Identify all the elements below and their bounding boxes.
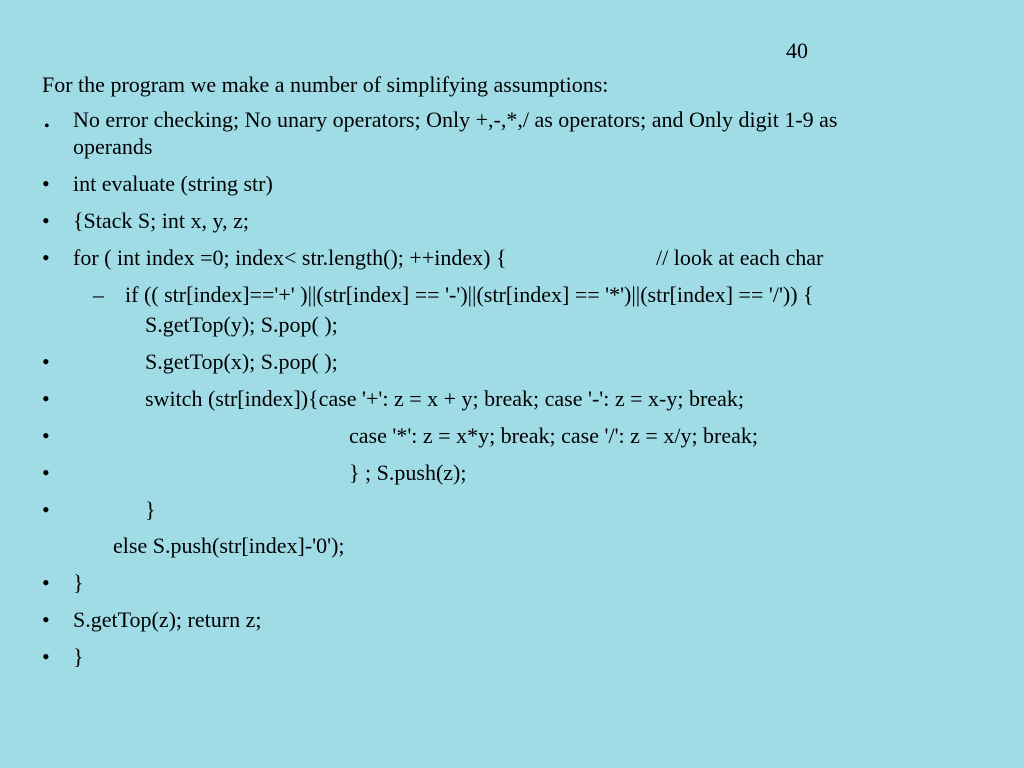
- list-item-continuation: operands: [73, 134, 153, 159]
- bullet-marker: •: [42, 386, 50, 411]
- bullet-marker: •: [42, 607, 50, 632]
- list-item: }: [73, 570, 84, 595]
- bullet-marker: •: [42, 460, 50, 485]
- list-item: S.getTop(z); return z;: [73, 607, 262, 632]
- dash-marker: –: [93, 282, 104, 307]
- list-item: for ( int index =0; index< str.length(); ++index) {: [73, 245, 507, 270]
- list-item: int evaluate (string str): [73, 171, 273, 196]
- list-item: switch (str[index]){case '+': z = x + y; break; case '-': z = x-y; break;: [145, 386, 744, 411]
- bullet-marker: •: [44, 118, 50, 135]
- list-item: }: [73, 644, 84, 669]
- list-item: } ; S.push(z);: [349, 460, 467, 485]
- bullet-marker: •: [42, 208, 50, 233]
- list-item: No error checking; No unary operators; Only +,-,*,/ as operators; and Only digit 1-9 as: [73, 107, 838, 132]
- bullet-marker: •: [42, 497, 50, 522]
- list-subitem-continuation: S.getTop(y); S.pop( );: [145, 312, 338, 337]
- bullet-marker: •: [42, 171, 50, 196]
- bullet-marker: •: [42, 644, 50, 669]
- bullet-marker: •: [42, 570, 50, 595]
- list-subitem: if (( str[index]=='+' )||(str[index] == '-')||(str[index] == '*')||(str[index] == '/')) {: [125, 282, 814, 307]
- intro-text: For the program we make a number of simplifying assumptions:: [42, 72, 609, 97]
- list-item: else S.push(str[index]-'0');: [113, 533, 345, 558]
- list-item: }: [145, 497, 156, 522]
- bullet-marker: •: [42, 423, 50, 448]
- page-number: 40: [786, 38, 808, 63]
- code-comment: // look at each char: [656, 245, 824, 270]
- bullet-marker: •: [42, 245, 50, 270]
- list-item: S.getTop(x); S.pop( );: [145, 349, 338, 374]
- list-item: {Stack S; int x, y, z;: [73, 208, 249, 233]
- bullet-marker: •: [42, 349, 50, 374]
- list-item: case '*': z = x*y; break; case '/': z = x/y; break;: [349, 423, 759, 448]
